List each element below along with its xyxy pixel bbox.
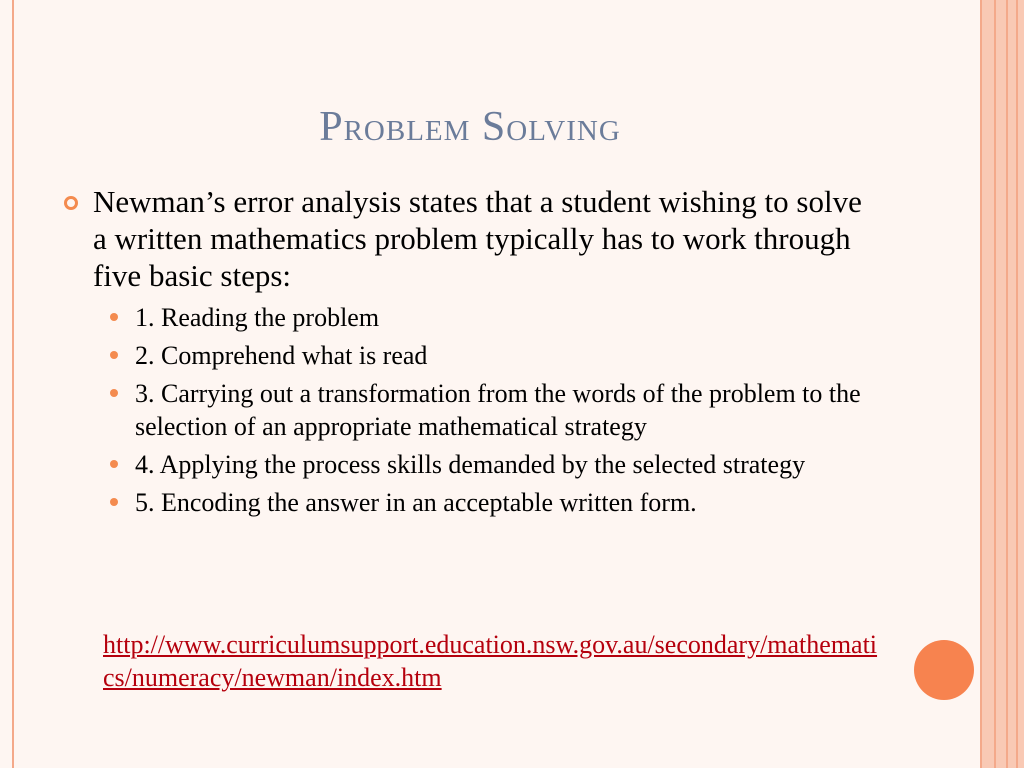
dot-bullet-icon (110, 313, 118, 321)
step-text: 3. Carrying out a transformation from the words of the problem to the selection of an appropriate mathematical strategy (135, 379, 861, 441)
right-stripe-line-3 (1006, 0, 1008, 768)
decorative-circle (914, 640, 974, 700)
step-item (110, 377, 880, 443)
step-item (110, 339, 880, 372)
dot-bullet-icon (110, 498, 118, 506)
dot-bullet-icon (110, 351, 118, 359)
step-text: 4. Applying the process skills demanded by the selected strategy (135, 450, 806, 479)
ring-bullet-icon (64, 196, 78, 210)
step-item (110, 448, 880, 481)
step-text: 1. Reading the problem (135, 303, 380, 332)
dot-bullet-icon (110, 389, 118, 397)
step-item (110, 486, 880, 519)
right-stripe-line-2 (994, 0, 996, 768)
dot-bullet-icon (110, 460, 118, 468)
step-text: 5. Encoding the answer in an acceptable written form. (135, 488, 697, 517)
right-stripe-line-1 (980, 0, 982, 768)
step-item (110, 301, 880, 334)
step-text: 2. Comprehend what is read (135, 341, 428, 370)
main-point-text: Newman’s error analysis states that a student wishing to solve a written mathematics problem typically has to work through five basic steps: (93, 184, 862, 293)
steps-list (110, 301, 880, 524)
slide-title: Problem Solving (319, 104, 621, 150)
source-link[interactable]: http://www.curriculumsupport.education.nsw.gov.au/secondary/mathematics/numeracy/newman/index.htm (103, 630, 878, 692)
right-stripe-line-4 (1016, 0, 1018, 768)
